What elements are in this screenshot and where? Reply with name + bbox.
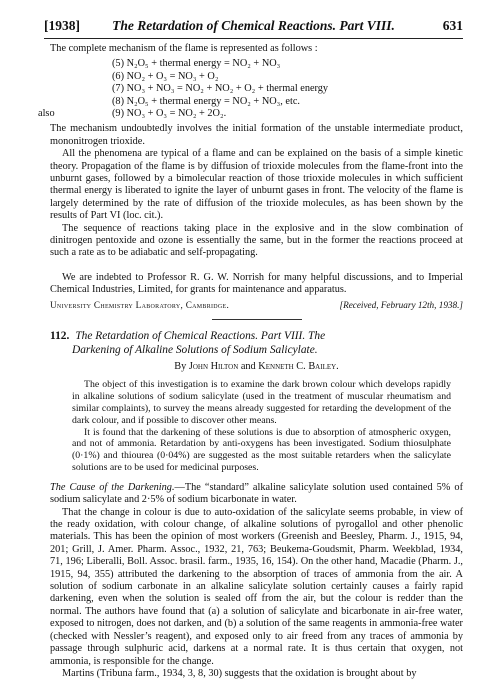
header-rule — [44, 38, 463, 39]
laboratory-address: University Chemistry Laboratory, Cambridge. — [50, 299, 230, 310]
running-header — [44, 18, 463, 36]
equation-7: (7) NO₃ + NO₃ = NO₂ + NO₂ + O₂ + thermal energy — [112, 83, 329, 95]
received-date: [Received, February 12th, 1938.] — [339, 299, 463, 310]
article-title-line-1: The Retardation of Chemical Reactions. Part VIII. The — [75, 330, 326, 343]
paragraph-mechanism: The mechanism undoubtedly involves the initial formation of the unstable intermediate product, mononitrogen trioxide. — [50, 123, 463, 147]
paragraph-sequence: The sequence of reactions taking place in the explosive and in the slow combination of dinitrogen pentoxide and ozone is essentially the same, but in the former the reactions proceed at such a rate as to be adiabatic and self-propagating. — [50, 222, 463, 259]
intro-line: The complete mechanism of the flame is represented as follows : — [50, 43, 318, 54]
page-content — [38, 43, 463, 680]
section-heading: The Cause of the Darkening. — [50, 481, 175, 493]
body-paragraph-2: That the change in colour is due to auto-oxidation of the salicylate seems probable, in view of the ready oxidation, with colour change, of alkaline solutions of pyrogallol and other phenolic materials. This has been the opinion of most workers (Greenish and Beesley, Pharm. J., 1915, 94, 201; Grill, J. Amer. Pharm. Assoc., 1932, 21, 763; Beukema-Goudsmit, Pharm. Weekblad, 1934, 71, 196; Liberalli, Boll. Assoc. brasil. farm., 1935, 16, 154). On the other hand, Macadie (Pharm. J., 1915, 94, 355) attributed the darkening to the absorption of traces of ammonia from the air. A solution of sodium carbonate in an alkaline salicylate solution certainly causes a fairly rapid darkening, even when the solution is sealed off from the air, but the colour is redder than the normal. The authors have found that (a) a solution of salicylate and bicarbonate in air-free water, exposed to nitrogen, does not darken, and (b) a solution of the same reagents in ammonia-free water (checked with Nessler’s reagent), and exposed only to air freed from any traces of ammonia by passage through sulphuric acid, darkens at a normal rate. It is thus certain that oxygen, not ammonia, is responsible for the change. — [50, 506, 463, 667]
header-year: [1938] — [44, 18, 80, 33]
article-number: 112. — [50, 330, 70, 343]
acknowledgement: We are indebted to Professor R. G. W. Norrish for many helpful discussions, and to Imperial Chemical Industries, Limited, for grants for maintenance and apparatus. — [50, 271, 463, 296]
abstract-paragraph: The object of this investigation is to examine the dark brown colour which develops rapidly in alkaline solutions of sodium salicylate (used in the treatment of muscular rheumatism and similar complaints), to survey the means already suggested for retarding the development of the dark colour, and if possible to discover other means. — [72, 379, 451, 426]
section-divider — [212, 319, 302, 320]
header-title: The Retardation of Chemical Reactions. Part VIII. — [112, 18, 395, 33]
abstract — [50, 379, 463, 473]
equation-8: (8) N₂O₅ + thermal energy = NO₂ + NO₃, etc. — [112, 95, 300, 107]
equation-5: (5) N₂O₅ + thermal energy = NO₂ + NO₃ — [112, 58, 281, 70]
abstract-paragraph: It is found that the darkening of these solutions is due to absorption of atmospheric oxygen, and not of ammonia. Retardation by anti-oxygens has been investigated. Sodium thiosulphate (0·1%) and thiourea (0·04%) are suggested as the most suitable retarders when the salicylate solutions are to be used for medicinal purposes. — [72, 426, 451, 474]
affiliation-line — [50, 299, 463, 311]
page-number: 631 — [442, 18, 463, 33]
article-title — [50, 329, 463, 357]
equation-list — [38, 58, 463, 120]
equation-6: (6) NO₂ + O₃ = NO₃ + O₂ — [112, 70, 219, 82]
body-paragraph-1: The Cause of the Darkening.—The “standard” alkaline salicylate solution used contained 5% of sodium salicylate and 2·5% of sodium bicarbonate in water. — [50, 481, 463, 506]
author-hilton: John Hilton — [188, 361, 239, 373]
author-bailey: Kenneth C. Bailey. — [258, 361, 339, 373]
article-title-line-2: Darkening of Alkaline Solutions of Sodium Salicylate. — [72, 344, 318, 357]
equation-9: also (9) NO₃ + O₃ = NO₂ + 2O₂. — [38, 107, 227, 119]
body-paragraph-3: Martins (Tribuna farm., 1934, 3, 8, 30) suggests that the oxidation is brought about by — [62, 667, 417, 679]
article-authors: By John Hilton and Kenneth C. Bailey. — [174, 361, 339, 373]
paragraph-kinetics: All the phenomena are typical of a flame and can be explained on the basis of a simple kinetic theory. Propagation of the flame is by diffusion of trioxide molecules from the flame-front into the unburnt gases, followed by a bimolecular reaction of those trioxide molecules in which sufficient thermal energy is liberated to ignite the layer of unburnt gases in front. The velocity of the flame is largely determined by the rate of diffusion of the trioxide molecules, as has been shown by the results of Part VI (loc. cit.). — [50, 148, 463, 222]
